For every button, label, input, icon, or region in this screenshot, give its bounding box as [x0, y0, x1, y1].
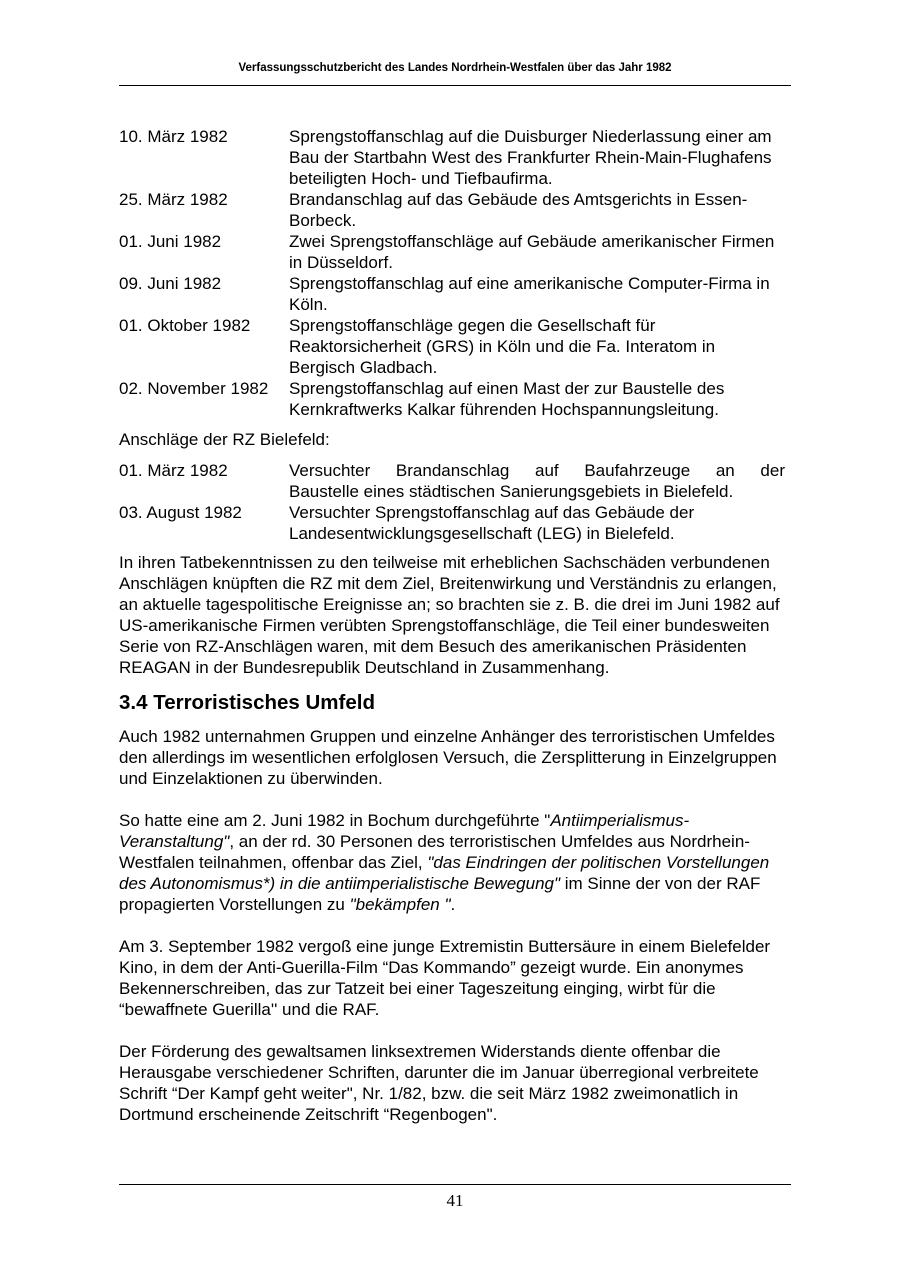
chronology-list [119, 126, 791, 420]
text-run: . [450, 895, 456, 914]
entry-text-line: Versuchter Brandanschlag auf Baufahrzeuge an der [289, 461, 785, 480]
entry-date: 01. März 1982 [119, 461, 228, 480]
entry-text: Sprengstoffanschläge gegen die Gesellschaft für Reaktorsicherheit (GRS) in Köln und die Fa. Interatom in Bergisch Gladbach. [289, 316, 716, 377]
chronology-entry [119, 189, 791, 231]
footer-rule [119, 1184, 791, 1185]
body-paragraph: In ihren Tatbekenntnissen zu den teilweise mit erheblichen Sachschäden verbundenen Anschlägen knüpften die RZ mit dem Ziel, Breitenwirkung und Verständnis zu erlangen, an aktuelle tagespolitische Ereignisse an; so brachten sie z. B. die drei im Juni 1982 auf US-amerikanische Firmen verübten Sprengstoffanschläge, die Teil einer bundesweiten Serie von RZ-Anschlägen waren, mit dem Besuch des amerikanischen Präsidenten REAGAN in der Bundesrepublik Deutschland in Zusammenhang. [119, 553, 780, 677]
entry-date: 02. November 1982 [119, 379, 269, 398]
entry-date: 01. Oktober 1982 [119, 316, 251, 335]
body-paragraph: Am 3. September 1982 vergoß eine junge Extremistin Buttersäure in einem Bielefelder Kino, in dem der Anti-Guerilla-Film “Das Kommando” gezeigt wurde. Ein anonymes Bekennerschreiben, das zur Tatzeit bei einer Tageszeitung einging, wirbt für die “bewaffnete Guerilla'' und die RAF. [119, 937, 771, 1019]
quote-italic: "das Eindringen der politischen Vorstellungen des Autonomismus*) in die antiimperialistische Bewegung" [119, 853, 770, 893]
chronology-entry [119, 315, 791, 378]
entry-text [289, 460, 785, 502]
entry-date: 03. August 1982 [119, 503, 242, 522]
chronology-entry [119, 378, 791, 420]
entry-text: Zwei Sprengstoffanschläge auf Gebäude amerikanischer Firmen in Düsseldorf. [289, 232, 775, 272]
text-run: So hatte eine am 2. Juni 1982 in Bochum durchgeführte " [119, 811, 551, 830]
entry-text: Sprengstoffanschlag auf eine amerikanische Computer-Firma in Köln. [289, 274, 770, 314]
entry-date: 01. Juni 1982 [119, 232, 222, 251]
page-content [119, 126, 791, 1125]
entry-text [289, 502, 785, 544]
entry-text: Brandanschlag auf das Gebäude des Amtsgerichts in Essen-Borbeck. [289, 190, 748, 230]
running-header: Verfassungsschutzbericht des Landes Nordrhein-Westfalen über das Jahr 1982 [238, 62, 672, 74]
entry-text: Sprengstoffanschlag auf einen Mast der zur Baustelle des Kernkraftwerks Kalkar führenden Hochspannungsleitung. [289, 379, 725, 419]
body-paragraph: Auch 1982 unternahmen Gruppen und einzelne Anhänger des terroristischen Umfeldes den allerdings im wesentlichen erfolglosen Versuch, die Zersplitterung in Einzelgruppen und Einzelaktionen zu überwinden. [119, 727, 777, 788]
rz-bielefeld-heading: Anschläge der RZ Bielefeld: [119, 430, 330, 449]
body-paragraph [119, 810, 791, 915]
entry-text-line: Versuchter Sprengstoffanschlag auf das Gebäude der [289, 503, 695, 522]
chronology-entry [119, 502, 791, 544]
header-rule [119, 85, 791, 86]
quote-italic: "bekämpfen " [349, 895, 451, 914]
text-run: , an der rd. 30 Personen des terroristischen Umfeldes aus Nordrhein-Westfalen teilnahmen, offenbar das Ziel, [119, 832, 750, 872]
chronology-entry [119, 460, 791, 502]
chronology-entry [119, 273, 791, 315]
body-paragraph: Der Förderung des gewaltsamen linksextremen Widerstands diente offenbar die Herausgabe verschiedener Schriften, darunter die im Januar überregional verbreitete Schrift “Der Kampf geht weiter", Nr. 1/82, bzw. die seit März 1982 zweimonatlich in Dortmund erscheinende Zeitschrift “Regenbogen". [119, 1042, 759, 1124]
chronology-entry [119, 231, 791, 273]
entry-date: 10. März 1982 [119, 127, 228, 146]
page-number: 41 [446, 1191, 464, 1210]
rz-bielefeld-list [119, 460, 791, 544]
entry-text-line: Landesentwicklungsgesellschaft (LEG) in Bielefeld. [289, 524, 675, 543]
entry-date: 09. Juni 1982 [119, 274, 222, 293]
text-run: im Sinne der von der RAF propagierten Vorstellungen zu [119, 874, 761, 914]
entry-date: 25. März 1982 [119, 190, 228, 209]
quote-italic: Antiimperialismus-Veranstaltung" [119, 811, 690, 851]
entry-text-line: Baustelle eines städtischen Sanierungsgebiets in Bielefeld. [289, 482, 734, 501]
entry-text: Sprengstoffanschlag auf die Duisburger Niederlassung einer am Bau der Startbahn West des Frankfurter Rhein-Main-Flughafens beteiligten Hoch- und Tiefbaufirma. [289, 127, 772, 188]
chronology-entry [119, 126, 791, 189]
section-heading: 3.4 Terroristisches Umfeld [119, 691, 375, 714]
